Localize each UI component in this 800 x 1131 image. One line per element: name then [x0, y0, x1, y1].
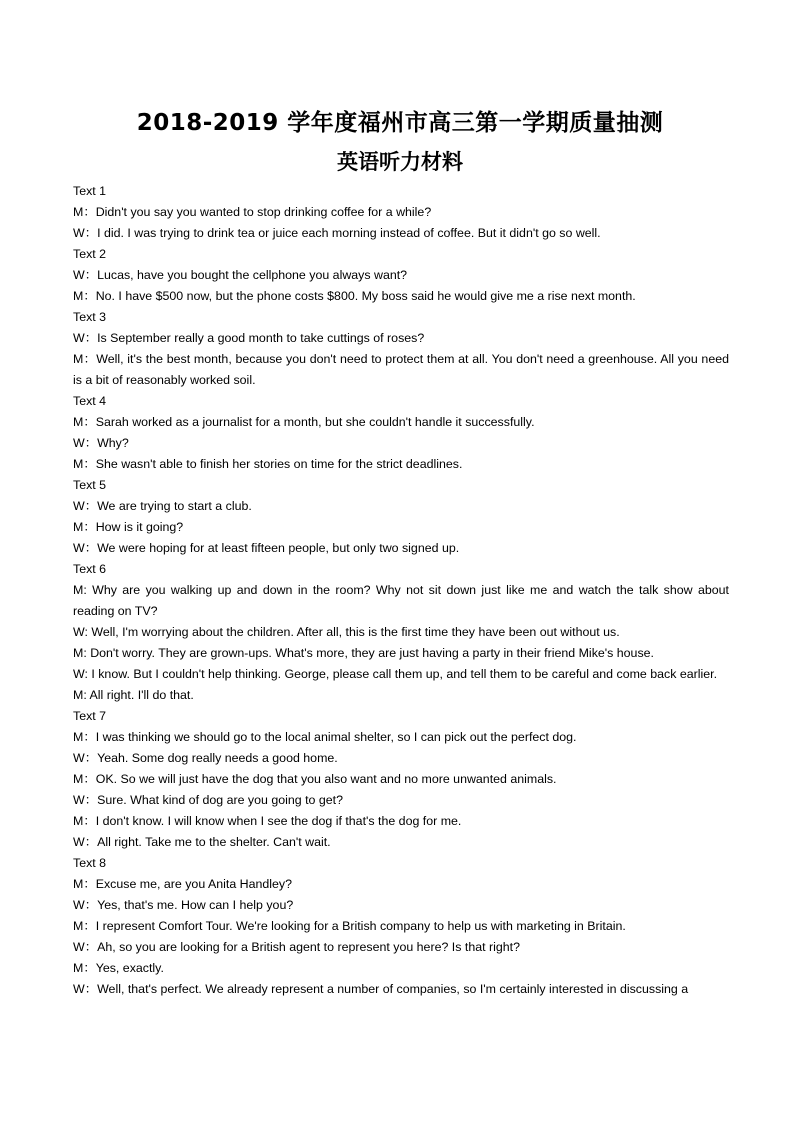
transcript-line: M: Why are you walking up and down in the room? Why not sit down just like me and watch the talk show about reading on TV? — [73, 583, 729, 618]
transcript-line: M：How is it going? — [73, 520, 184, 534]
transcript-line: W: I know. But I couldn't help thinking. George, please call them up, and tell them to be careful and come back earlier. — [73, 667, 718, 681]
transcript-line: W：Yeah. Some dog really needs a good home. — [73, 751, 338, 765]
document-subtitle: 英语听力材料 — [337, 150, 463, 174]
document-title: 2018-2019 学年度福州市高三第一学期质量抽测 — [136, 110, 664, 136]
transcript-line: W：We are trying to start a club. — [73, 499, 252, 513]
section-heading: Text 8 — [73, 856, 107, 870]
transcript-line: M：I represent Comfort Tour. We're looking for a British company to help us with marketing in Britain. — [73, 919, 626, 933]
transcript-line: M：Yes, exactly. — [73, 961, 164, 975]
transcript-line: M：I was thinking we should go to the local animal shelter, so I can pick out the perfect dog. — [73, 730, 577, 744]
transcript-body — [73, 181, 729, 1000]
transcript-line: M：OK. So we will just have the dog that you also want and no more unwanted animals. — [73, 772, 557, 786]
transcript-line: M：No. I have $500 now, but the phone costs $800. My boss said he would give me a rise next month. — [73, 289, 636, 303]
transcript-line: W：Yes, that's me. How can I help you? — [73, 898, 294, 912]
transcript-line: W：Lucas, have you bought the cellphone you always want? — [73, 268, 408, 282]
transcript-line: M：Excuse me, are you Anita Handley? — [73, 877, 293, 891]
transcript-line: W：We were hoping for at least fifteen people, but only two signed up. — [73, 541, 460, 555]
transcript-line: M：Sarah worked as a journalist for a month, but she couldn't handle it successfully. — [73, 415, 535, 429]
transcript-line: M：I don't know. I will know when I see the dog if that's the dog for me. — [73, 814, 462, 828]
section-heading: Text 2 — [73, 247, 107, 261]
transcript-line: W：Ah, so you are looking for a British agent to represent you here? Is that right? — [73, 940, 520, 954]
transcript-line: M：Didn't you say you wanted to stop drinking coffee for a while? — [73, 205, 432, 219]
transcript-line: W：All right. Take me to the shelter. Can't wait. — [73, 835, 331, 849]
transcript-line: W：Well, that's perfect. We already represent a number of companies, so I'm certainly interested in discussing a — [73, 982, 689, 996]
section-heading: Text 1 — [73, 184, 107, 198]
section-heading: Text 4 — [73, 394, 107, 408]
transcript-line: W：Why? — [73, 436, 129, 450]
transcript-line: W：Is September really a good month to take cuttings of roses? — [73, 331, 425, 345]
section-heading: Text 7 — [73, 709, 107, 723]
transcript-line: M: All right. I'll do that. — [73, 688, 194, 702]
transcript-line: W：I did. I was trying to drink tea or juice each morning instead of coffee. But it didn't go so well. — [73, 226, 601, 240]
transcript-line: W：Sure. What kind of dog are you going to get? — [73, 793, 343, 807]
transcript-line: W: Well, I'm worrying about the children. After all, this is the first time they have been out without us. — [73, 625, 620, 639]
section-heading: Text 6 — [73, 562, 107, 576]
section-heading: Text 5 — [73, 478, 107, 492]
section-heading: Text 3 — [73, 310, 107, 324]
transcript-line: M: Don't worry. They are grown-ups. What's more, they are just having a party in their friend Mike's house. — [73, 646, 654, 660]
transcript-line: M：She wasn't able to finish her stories on time for the strict deadlines. — [73, 457, 463, 471]
transcript-line: M：Well, it's the best month, because you don't need to protect them at all. You don't need a greenhouse. All you need is a bit of reasonably worked soil. — [73, 352, 729, 387]
